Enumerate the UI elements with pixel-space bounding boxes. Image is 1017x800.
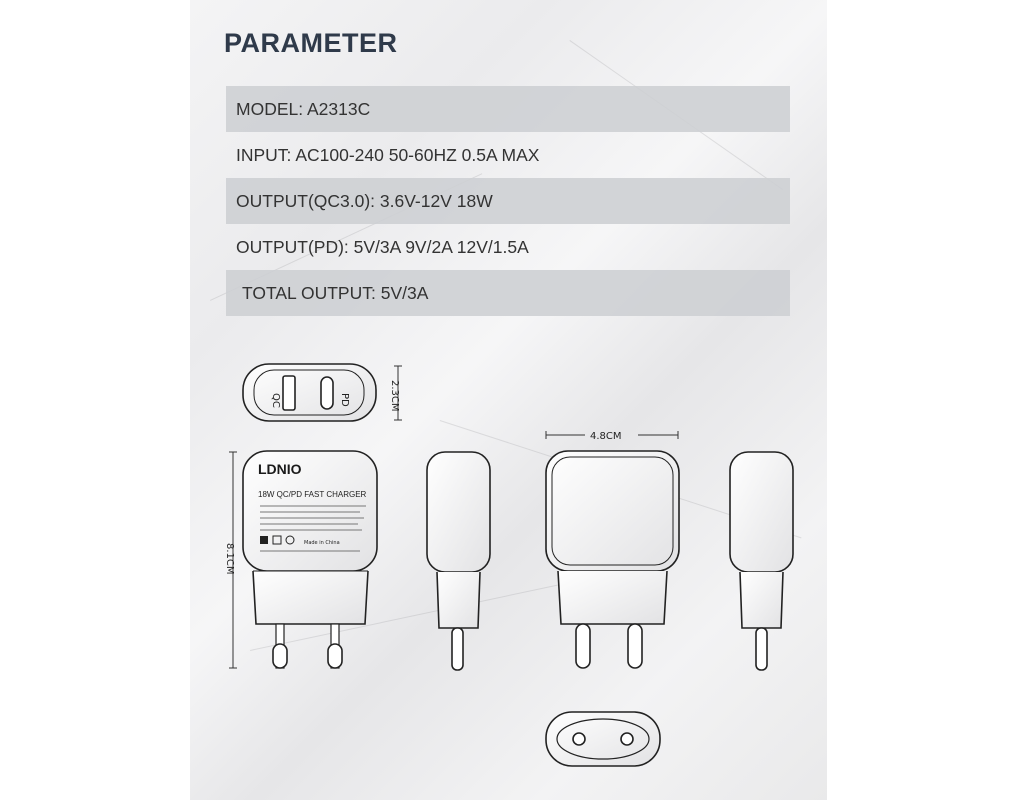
charger-plug-view bbox=[546, 712, 660, 766]
dimension-drawings bbox=[190, 0, 827, 800]
charger-side-view bbox=[427, 452, 490, 670]
charger-top-view bbox=[243, 364, 376, 421]
usb-a-port bbox=[283, 376, 295, 410]
charger-back-view bbox=[546, 451, 679, 668]
usb-c-port bbox=[321, 377, 333, 409]
product-sheet bbox=[190, 0, 827, 800]
cert-icon bbox=[260, 536, 268, 544]
made-in-label: Made in China bbox=[304, 540, 340, 546]
brand-logo-text: LDNIO bbox=[258, 461, 302, 477]
charger-side-view-right bbox=[730, 452, 793, 670]
param-text: OUTPUT(PD): 5V/3A 9V/2A 12V/1.5A bbox=[236, 237, 529, 257]
param-text: OUTPUT(QC3.0): 3.6V-12V 18W bbox=[236, 191, 493, 211]
depth-label: 2.3CM bbox=[389, 380, 400, 412]
page-title: PARAMETER bbox=[224, 28, 398, 58]
width-label: 4.8CM bbox=[590, 431, 622, 442]
height-label: 8.1CM bbox=[224, 543, 235, 575]
param-text: MODEL: A2313C bbox=[236, 99, 371, 119]
port-pd-label: PD bbox=[339, 393, 350, 407]
charger-front-view bbox=[243, 451, 377, 668]
param-text: TOTAL OUTPUT: 5V/3A bbox=[242, 283, 429, 303]
port-qc-label: QC bbox=[270, 393, 281, 408]
device-subtitle: 18W QC/PD FAST CHARGER bbox=[258, 490, 367, 499]
param-text: INPUT: AC100-240 50-60HZ 0.5A MAX bbox=[236, 145, 540, 165]
